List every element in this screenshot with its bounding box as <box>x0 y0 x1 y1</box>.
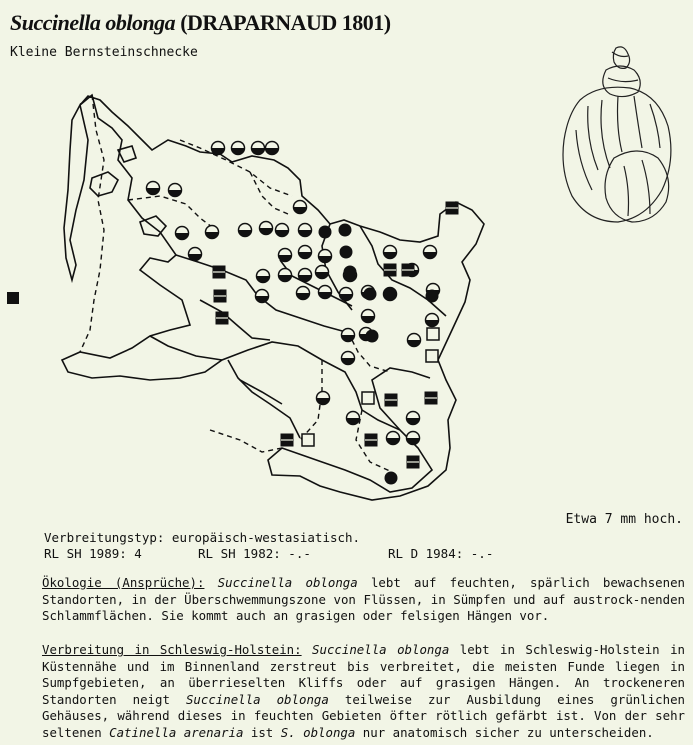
record-half-circle <box>176 227 189 240</box>
record-open-square <box>362 392 374 404</box>
record-half-circle <box>189 248 202 261</box>
record-half-circle <box>316 266 329 279</box>
record-half-circle <box>362 310 375 323</box>
record-filled-square <box>365 434 377 446</box>
map-markers <box>7 142 458 485</box>
record-half-circle <box>384 246 397 259</box>
record-half-circle <box>232 142 245 155</box>
record-half-circle <box>169 184 182 197</box>
distribution-paragraph: Verbreitung in Schleswig-Holstein: Succinella oblonga lebt in Schleswig-Holstein in Küstennähe und im Binnenland zerstreut bis verbreitet, die meisten Funde liegen in Sumpfgebieten, an überrieselten Kliffs oder auf grasigen Hängen. An trockeneren Standorten neigt Succinella oblonga teilweise zur Ausbildung eines grünlichen Gehäuses, während dieses in feuchten Gebieten öfter rötlich gefärbt ist. Von der sehr seltenen Catinella arenaria ist S. oblonga nur anatomisch sicher zu unterscheiden. <box>42 642 686 740</box>
common-name: Kleine Bernsteinschnecke <box>10 45 198 60</box>
record-outlier-square <box>7 292 19 304</box>
record-full-circle <box>364 288 377 301</box>
red-list-sh-1982: RL SH 1982: -.- <box>198 546 311 561</box>
record-half-circle <box>297 287 310 300</box>
record-filled-square <box>446 202 458 214</box>
record-half-circle <box>206 226 219 239</box>
record-filled-square <box>216 312 228 324</box>
record-full-circle <box>319 226 332 239</box>
record-half-circle <box>319 286 332 299</box>
record-open-square <box>427 328 439 340</box>
record-half-circle <box>256 290 269 303</box>
distribution-heading: Verbreitung in Schleswig-Holstein: <box>42 642 302 657</box>
ecology-paragraph: Ökologie (Ansprüche): Succinella oblonga lebt auf feuchten, spärlich bewachsenen Standorten, in der Überschwemmungszone von Flüssen, in Sümpfen und auf austrock-nenden Schlammflächen. Sie kommt auch an grasigen oder felsigen Hängen vor. <box>42 575 685 623</box>
record-half-circle <box>387 432 400 445</box>
record-half-circle <box>299 224 312 237</box>
record-half-circle <box>299 269 312 282</box>
record-filled-square <box>281 434 293 446</box>
record-filled-square <box>407 456 419 468</box>
species-author: (DRAPARNAUD 1801) <box>180 10 391 35</box>
record-half-circle <box>317 392 330 405</box>
record-half-circle <box>266 142 279 155</box>
red-list-sh-1989: RL SH 1989: 4 <box>44 546 142 561</box>
record-full-circle <box>344 266 357 279</box>
record-full-circle <box>340 246 353 259</box>
record-half-circle <box>426 314 439 327</box>
coastline <box>62 95 484 500</box>
record-filled-square <box>384 264 396 276</box>
record-half-circle <box>342 329 355 342</box>
record-full-circle <box>366 330 379 343</box>
record-filled-square <box>385 394 397 406</box>
record-half-circle <box>299 246 312 259</box>
record-half-circle <box>342 352 355 365</box>
red-list-d-1984: RL D 1984: -.- <box>388 546 494 561</box>
record-half-circle <box>424 246 437 259</box>
record-filled-square <box>214 290 226 302</box>
record-half-circle <box>257 270 270 283</box>
record-half-circle <box>279 249 292 262</box>
record-half-circle <box>147 182 160 195</box>
record-half-circle <box>276 224 289 237</box>
record-half-circle <box>407 412 420 425</box>
record-half-circle <box>260 222 273 235</box>
record-half-circle <box>340 288 353 301</box>
shell-illustration <box>558 40 688 230</box>
record-full-circle <box>384 288 397 301</box>
distribution-map <box>0 85 500 505</box>
record-full-circle <box>426 290 439 303</box>
record-filled-square <box>402 264 414 276</box>
record-filled-square <box>425 392 437 404</box>
species-name: Succinella oblonga <box>10 10 176 35</box>
record-full-circle <box>385 472 398 485</box>
distribution-type: Verbreitungstyp: europäisch-westasiatisch. <box>44 530 361 545</box>
page-title <box>10 10 391 36</box>
record-full-circle <box>339 224 352 237</box>
record-half-circle <box>279 269 292 282</box>
record-open-square <box>426 350 438 362</box>
record-half-circle <box>252 142 265 155</box>
record-half-circle <box>347 412 360 425</box>
size-note: Etwa 7 mm hoch. <box>565 512 683 527</box>
record-half-circle <box>239 224 252 237</box>
ecology-heading: Ökologie (Ansprüche): <box>42 575 205 590</box>
record-open-square <box>302 434 314 446</box>
record-half-circle <box>407 432 420 445</box>
record-half-circle <box>212 142 225 155</box>
record-half-circle <box>294 201 307 214</box>
record-half-circle <box>408 334 421 347</box>
record-filled-square <box>213 266 225 278</box>
record-half-circle <box>319 250 332 263</box>
